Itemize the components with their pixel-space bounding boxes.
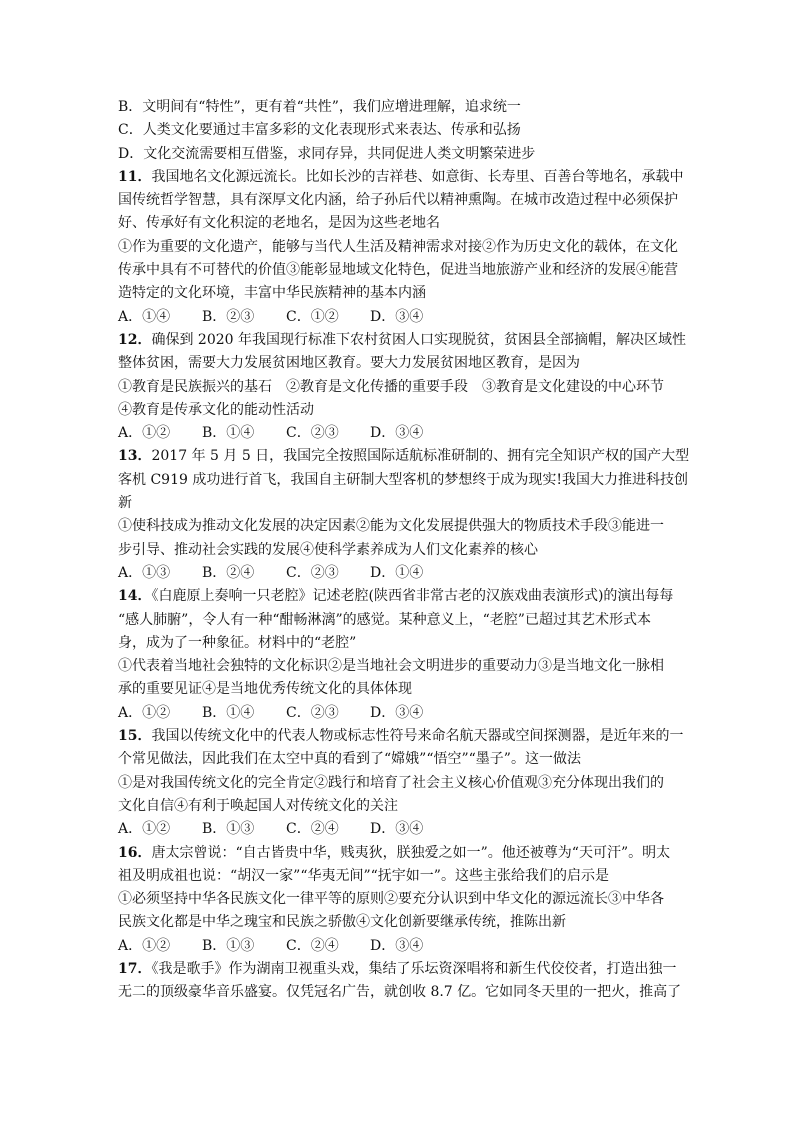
answer-options	[118, 935, 678, 958]
question-line	[118, 539, 678, 562]
answer-option: A．①②	[118, 821, 171, 838]
question-text: 客机 C919 成功进行首飞，我国自主研制大型客机的梦想终于成为现实!我国大力推进科技创	[118, 471, 688, 488]
answer-option: A．①②	[118, 937, 171, 954]
answer-options	[118, 702, 678, 725]
question-number: 15．	[118, 728, 152, 745]
answer-options	[118, 818, 678, 841]
answer-option: C．②④	[286, 937, 339, 954]
question-text: 身，成为了一种象征。材料中的“老腔”	[118, 634, 357, 651]
answer-option: C．②③	[286, 425, 339, 442]
question-number: 14．	[118, 588, 152, 605]
question-text: 祖及明成祖也说：“胡汉一家”“华夷无间”“抚宇如一”。这些主张给我们的启示是	[118, 867, 609, 884]
question-line	[118, 748, 678, 771]
question-number: 13．	[118, 448, 152, 465]
question-text: 新	[118, 495, 132, 512]
question-line	[118, 865, 678, 888]
answer-option: B．①③	[202, 821, 255, 838]
answer-options	[118, 306, 678, 329]
question-line	[118, 911, 678, 934]
question-line	[118, 352, 678, 375]
question-stem	[118, 842, 678, 865]
question-line	[118, 282, 678, 305]
question-text: 《我是歌手》作为湖南卫视重头戏，集结了乐坛资深唱将和新生代佼佼者，打造出独一	[151, 960, 677, 977]
answer-option: D．③④	[370, 704, 424, 721]
question-number: 16．	[118, 844, 152, 861]
answer-option: C．②④	[286, 821, 339, 838]
question-text: ①必须坚持中华各民族文化一律平等的原则②要充分认识到中华文化的源远流长③中华各	[118, 891, 664, 908]
question-line	[118, 772, 678, 795]
answer-option: D．③④	[370, 308, 424, 325]
answer-option: D．③④	[370, 425, 424, 442]
question-line	[118, 609, 678, 632]
question-text: 民族文化都是中华之瑰宝和民族之骄傲④文化创新要继承传统，推陈出新	[118, 914, 566, 931]
question-text: 传承中具有不可替代的价值③能彰显地域文化特色，促进当地旅游产业和经济的发展④能营	[118, 262, 678, 279]
question-text: 造特定的文化环境，丰富中华民族精神的基本内涵	[118, 285, 426, 302]
question-stem	[118, 445, 690, 468]
answer-options	[118, 562, 678, 585]
answer-option: A．①②	[118, 425, 171, 442]
question-text: 2017 年 5 月 5 日，我国完全按照国际适航标准研制的、拥有完全知识产权的国产大型	[151, 448, 690, 465]
answer-option: A．①③	[118, 564, 171, 581]
question-line	[118, 376, 678, 399]
question-text: 确保到 2020 年我国现行标准下农村贫困人口实现脱贫，贫困县全部摘帽，解决区域性	[151, 331, 687, 348]
option-line: B．文明间有“特性”，更有着“共性”，我们应增进理解，追求统一	[118, 99, 521, 115]
question-line	[118, 981, 682, 1004]
question-line	[118, 259, 678, 282]
answer-options	[118, 422, 678, 445]
question-line	[118, 515, 678, 538]
question-stem	[118, 329, 687, 352]
question-line	[118, 632, 678, 655]
question-text: ①教育是民族振兴的基石 ②教育是文化传播的重要手段 ③教育是文化建设的中心环节	[118, 378, 664, 395]
answer-option: B．②④	[202, 564, 255, 581]
question-stem	[118, 585, 678, 608]
exam-page	[118, 96, 690, 1005]
option-line: C．人类文化要通过丰富多彩的文化表现形式来表达、传承和弘扬	[118, 122, 521, 139]
question-line	[118, 189, 678, 212]
question-text: 好、传承好有文化积淀的老地名，是因为这些老地名	[118, 215, 440, 232]
question-text: 我国以传统文化中的代表人物或标志性符号来命名航天器或空间探测器，是近年来的一	[151, 728, 684, 745]
answer-option: D．③④	[370, 821, 424, 838]
question-text: 个常见做法，因此我们在太空中真的看到了“嫦娥”“悟空”“墨子”。这一做法	[118, 751, 581, 768]
answer-option: B．②③	[202, 308, 255, 325]
question-text: “感人肺腑”，令人有一种“酣畅淋漓”的感觉。某种意义上，“老腔”已超过其艺术形式本	[118, 611, 651, 628]
answer-option: A．①④	[118, 308, 171, 325]
answer-option: B．①④	[202, 425, 255, 442]
answer-option: C．①②	[286, 308, 339, 325]
question-line	[118, 795, 678, 818]
question-text: 我国地名文化源远流长。比如长沙的吉祥巷、如意街、长寿里、百善台等地名，承载中	[151, 168, 684, 185]
question-text: 《白鹿原上奏响一只老腔》记述老腔(陕西省非常古老的汉族戏曲表演形式)的演出每每	[151, 588, 674, 605]
question-number: 11．	[118, 168, 152, 185]
question-text: 整体贫困，需要大力发展贫困地区教育。要大力发展贫困地区教育，是因为	[118, 355, 580, 372]
question-line	[118, 655, 678, 678]
question-text: ①作为重要的文化遗产，能够与当代人生活及精神需求对接②作为历史文化的载体，在文化	[118, 238, 678, 255]
question-stem	[118, 958, 678, 981]
question-text: 唐太宗曾说：“自古皆贵中华，贱夷狄，朕独爱之如一”。他还被尊为“天可汗”。明太	[151, 844, 671, 861]
answer-option: B．①③	[202, 937, 255, 954]
answer-option: C．②③	[286, 704, 339, 721]
question-line	[118, 212, 678, 235]
question-number: 17．	[118, 960, 152, 977]
question-line	[118, 399, 678, 422]
answer-option: A．①②	[118, 704, 171, 721]
question-text: 步引导、推动社会实践的发展④使科学素养成为人们文化素养的核心	[118, 541, 538, 558]
question-text: ④教育是传承文化的能动性活动	[118, 401, 314, 418]
question-text: 文化自信④有利于唤起国人对传统文化的关注	[118, 797, 398, 814]
question-line	[118, 492, 678, 515]
question-text: 承的重要见证④是当地优秀传统文化的具体体现	[118, 681, 412, 698]
answer-option: B．①④	[202, 704, 255, 721]
question-text: ①使科技成为推动文化发展的决定因素②能为文化发展提供强大的物质技术手段③能进一	[118, 518, 664, 535]
question-line	[118, 469, 688, 492]
question-line	[118, 888, 678, 911]
answer-option: D．③④	[370, 937, 424, 954]
question-text: ①是对我国传统文化的完全肯定②践行和培育了社会主义核心价值观③充分体现出我们的	[118, 774, 664, 791]
question-stem	[118, 166, 684, 189]
question-text: ①代表着当地社会独特的文化标识②是当地社会文明进步的重要动力③是当地文化一脉相	[118, 658, 664, 675]
option-line: D．文化交流需要相互借鉴，求同存异，共同促进人类文明繁荣进步	[118, 145, 536, 162]
question-line	[118, 236, 678, 259]
question-line	[118, 678, 678, 701]
question-text: 国传统哲学智慧，具有深厚文化内涵，给子孙后代以精神熏陶。在城市改造过程中必须保护	[118, 192, 678, 209]
question-text: 无二的顶级豪华音乐盛宴。仅凭冠名广告，就创收 8.7 亿。它如同冬天里的一把火，推高了	[118, 984, 682, 1001]
question-stem	[118, 725, 684, 748]
answer-option: C．②③	[286, 564, 339, 581]
question-number: 12．	[118, 331, 152, 348]
answer-option: D．①④	[370, 564, 424, 581]
